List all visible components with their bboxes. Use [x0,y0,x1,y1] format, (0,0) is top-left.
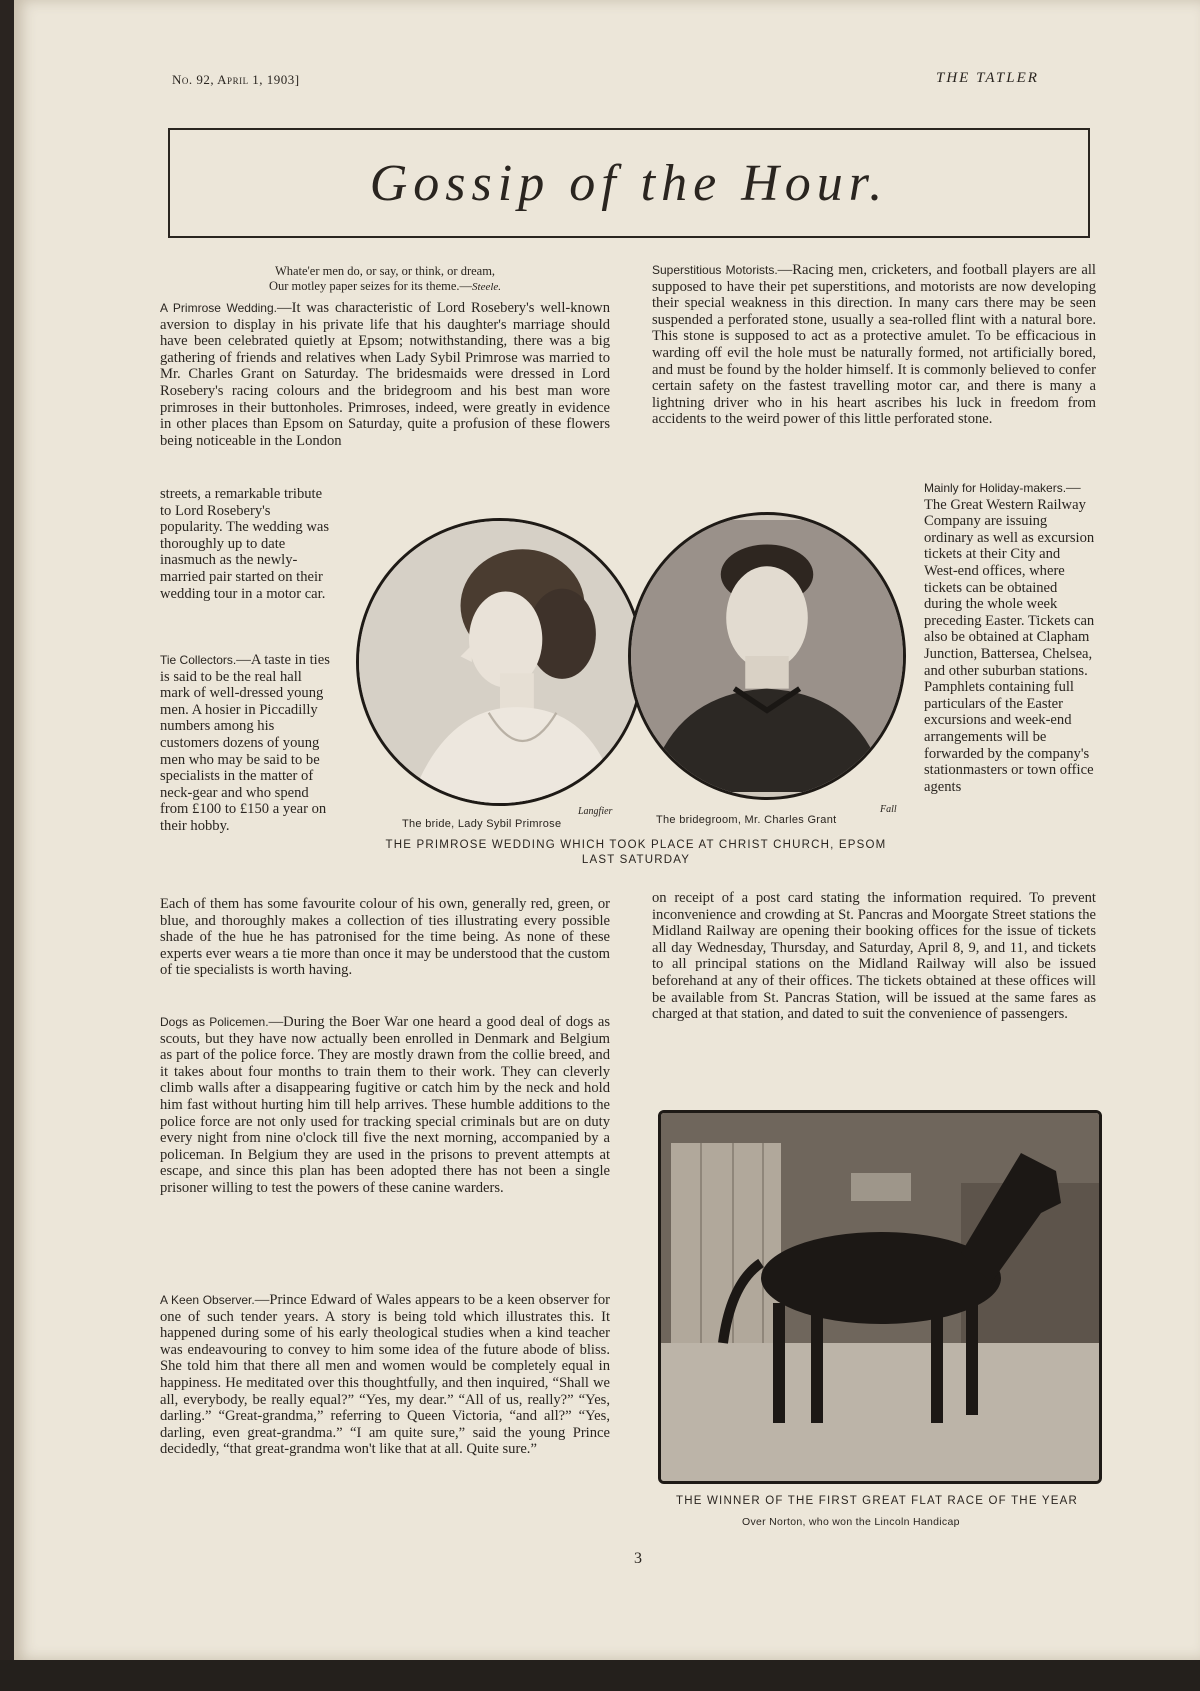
horse-photograph [658,1110,1102,1484]
horse-photo-image [661,1113,1099,1481]
article-text-primrose: —It was characteristic of Lord Rosebery's well-known aversion to display in his private life that his daughter's marriage should have been celebrated quietly at Epsom; notwithstanding, there was a big gathering of friends and relatives when Lady Sybil Primrose was married to Mr. Charles Grant on Saturday. The bridesmaids were dressed in Lord Rosebery's racing colours and the bridegroom and his best man wore primroses in their buttonholes. Primroses, indeed, were greatly in evidence in other places than Epsom on Saturday, quite a profusion of these flowers being noticeable in the London [160,300,610,449]
article-lead-motorists: Superstitious Motorists. [652,263,778,277]
bride-photo-credit: Langfier [578,806,613,817]
article-text-dogs: —During the Boer War one heard a good deal of dogs as scouts, but they have now actually been enrolled in Denmark and Belgium as part of the police force. They are mostly drawn from the collie breed, and it takes about four months to train them to their work. They can cleverly climb walls after a disappearing fugitive or catch him by the neck and hold him fast without hurting him till help arrives. These humble additions to the police force are not only used for tracking special criminals but are on duty every night from nine o'clock till five the next morning, accompanied by a policeman. In Belgium they are used in the prisons to prevent attempts at escape, and since this plan has been adopted there has not been a single prisoner willing to test the powers of these canine warders. [160,1014,611,1196]
page-number: 3 [634,1550,642,1567]
publication-name: THE TATLER [936,70,1039,86]
article-text-ties: —A taste in ties is said to be the real hall mark of well-dressed young men. A hosier in Piccadilly numbers among his customers dozens of young men who may be said to be specialists in the matter of neck-gear and who spend from £100 to £150 a year on their hobby. [160,652,330,834]
article-cont-ties: Each of them has some favourite colour of his own, generally red, green, or blue, and thoroughly makes a collection of ties illustrating every possible shade of the hue he has patronised for the time being. As none of these experts ever wears a tie more than once it may be understood that the custom of tie specialists is worth having. [160,896,610,979]
article-ties-continued [160,896,610,979]
article-lead-holiday: Mainly for Holiday-makers. [924,481,1067,495]
wedding-caption [356,838,916,868]
epigraph-line-2: Our motley paper seizes for its theme.— [268,279,473,293]
article-cont-holiday: on receipt of a post card stating the information required. To prevent inconvenience and crowding at St. Pancras and Moorgate Street stations the Midland Railway are opening their booking offices for the issue of tickets all day Wednesday, Thursday, and Saturday, April 8, 9, and 11, and tickets to all principal stations on the Midland Railway will also be issued beforehand at any of their offices. The tickets obtained at these offices will be available from St. Pancras Station, will be issued at the same fares as charged at that station, and dated to suit the convenience of passengers. [652,890,1096,1023]
article-lead-observer: A Keen Observer. [160,1293,255,1307]
groom-photo-credit: Fall [880,804,897,815]
binding-edge [0,0,14,1691]
horse-caption: THE WINNER OF THE FIRST GREAT FLAT RACE OF THE YEAR [676,1495,1078,1507]
article-motorists [652,262,1096,428]
article-text-motorists: —Racing men, cricketers, and football players are all supposed to have their pet superstitions, and motorists are now developing their special weakness in this direction. In many cars there may be seen suspended a perforated stone, usually a sea-rolled flint with a natural bore. This stone is supposed to act as a protective amulet. To be efficacious in warding off evil the hole must be naturally formed, not artificially bored, and must be found by the holder himself. It is commonly believed to confer certain safety on the fastest travelling motor car, and there is many a lightning driver who in his heart ascribes his luck in freedom from accidents to the weird power of this little perforated stone. [652,262,1096,428]
article-primrose [160,300,610,449]
article-holiday-continued [652,890,1096,1023]
horse-subcaption: Over Norton, who won the Lincoln Handicap [742,1516,960,1528]
bride-portrait-image [359,521,641,803]
article-cont-primrose: streets, a remarkable tribute to Lord Rosebery's popularity. The wedding was thoroughly up to date inasmuch as the newly-married pair started on their wedding tour in a motor car. [160,486,330,602]
article-text-observer: —Prince Edward of Wales appears to be a keen observer for one of such tender years. A story is being told which illustrates this. It happened during some of his early theological studies when a kind teacher was endeavouring to convey to him some idea of the future abode of bliss. She told him that there all men and women would be completely equal in happiness. He meditated over this thoughtfully, and then inquired, “Shall we all, everybody, be really equal?” “Yes, my dear.” “All of us, really?” “Yes, darling.” “Great-grandma,” referring to Queen Victoria, “and all?” “Yes, darling, even great-grandma.” “I am quite sure,” said the young Prince decidedly, “that great-grandma won't like that at all. Quite sure.” [160,1292,610,1458]
groom-caption: The bridegroom, Mr. Charles Grant [656,814,837,826]
article-lead-dogs: Dogs as Policemen. [160,1015,269,1029]
title-frame [168,128,1090,238]
groom-portrait-image [631,515,903,797]
article-ties [160,652,332,835]
article-primrose-continued [160,486,332,602]
article-dogs [160,1014,610,1197]
article-text-holiday: —The Great Western Railway Company are issuing ordinary as well as excursion tickets at their City and West-end offices, where tickets can be obtained during the whole week preceding Easter. Tickets can also be obtained at Clapham Junction, Battersea, Chelsea, and other suburban stations. Pamphlets containing full particulars of the Easter excursions and week-end arrangements will be forwarded by the company's stationmasters or town office agents [924,480,1095,795]
issue-line: No. 92, April 1, 1903] [172,72,300,87]
epigraph-line-1: Whate'er men do, or say, or think, or dream, [274,264,496,278]
scan-background [0,1660,1200,1691]
wedding-caption-line-1: THE PRIMROSE WEDDING WHICH TOOK PLACE AT CHRIST CHURCH, EPSOM [385,839,887,851]
article-lead-ties: Tie Collectors. [160,653,237,667]
article-observer [160,1292,610,1458]
wedding-caption-line-2: LAST SATURDAY [581,854,691,866]
article-holiday [924,480,1096,795]
epigraph-attribution: Steele. [472,281,502,293]
article-lead-primrose: A Primrose Wedding. [160,301,277,315]
bride-portrait [356,518,644,806]
page-title: Gossip of the Hour. [369,154,889,212]
groom-portrait [628,512,906,800]
epigraph [160,264,610,295]
bride-caption: The bride, Lady Sybil Primrose [402,818,562,830]
